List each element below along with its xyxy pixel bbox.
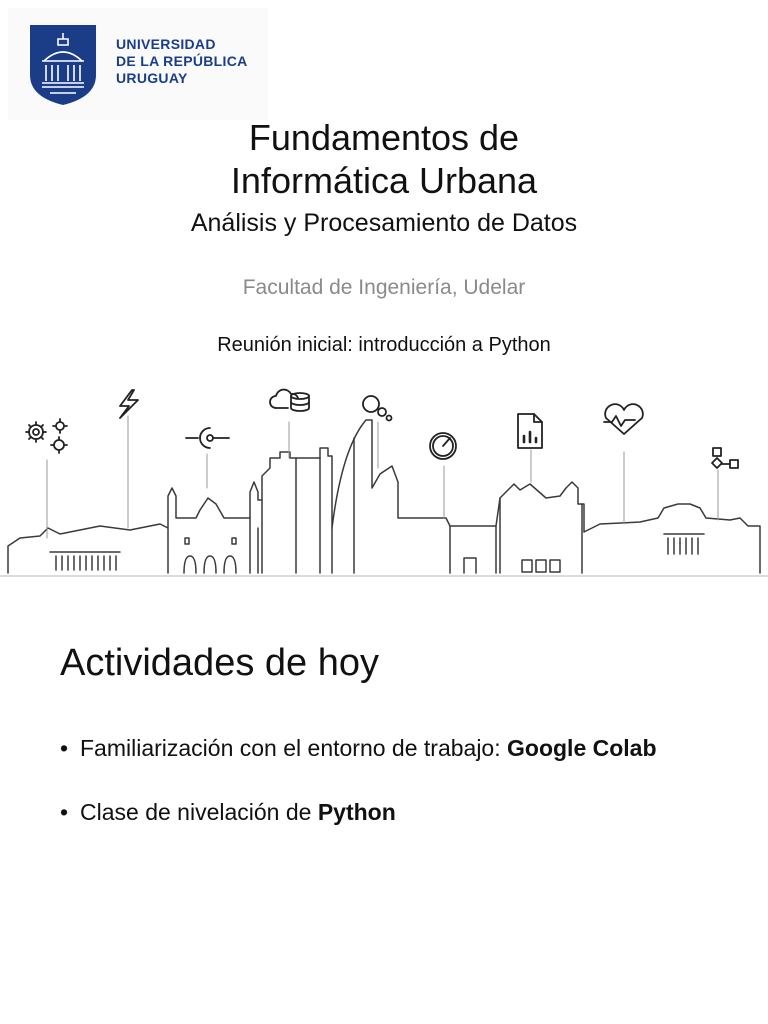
bullet-text: Familiarización con el entorno de trabajo: — [80, 735, 508, 761]
slide-title — [0, 116, 768, 202]
logo-line-1: UNIVERSIDAD — [116, 36, 216, 52]
bullet-glyph: • — [60, 735, 69, 761]
bubbles-icon — [363, 396, 392, 421]
gears-icon — [26, 419, 67, 453]
flowchart-icon — [712, 448, 738, 468]
university-name — [116, 36, 248, 87]
title-line-2: Informática Urbana — [230, 160, 538, 201]
bullet-bold: Python — [317, 799, 396, 825]
bullet-bold: Google Colab — [507, 735, 657, 761]
activities-heading: Actividades de hoy — [60, 642, 379, 684]
gauge-icon — [430, 433, 456, 459]
university-seal-icon — [30, 25, 96, 105]
meeting-label: Reunión inicial: introducción a Python — [217, 334, 551, 356]
heart-pulse-icon — [604, 404, 643, 434]
logo-line-3: URUGUAY — [116, 70, 188, 86]
university-logo — [8, 8, 268, 120]
cloud-database-icon — [270, 390, 309, 411]
bullet-text: Clase de nivelación de — [80, 799, 318, 825]
bullet-glyph: • — [60, 799, 69, 825]
list-item — [60, 796, 700, 828]
activities-list — [60, 732, 700, 860]
activities-slide — [0, 600, 768, 1024]
slide-subtitle: Análisis y Procesamiento de Datos — [190, 209, 578, 237]
lightning-icon — [120, 390, 138, 418]
report-chart-icon — [518, 414, 542, 448]
logo-line-2: DE LA REPÚBLICA — [116, 53, 248, 69]
skyline-outline — [8, 420, 760, 573]
title-line-1: Fundamentos de — [248, 117, 520, 158]
plug-icon — [186, 428, 229, 448]
faculty-label: Facultad de Ingeniería, Udelar — [242, 276, 526, 299]
city-skyline-illustration — [0, 378, 768, 583]
list-item — [60, 732, 700, 764]
